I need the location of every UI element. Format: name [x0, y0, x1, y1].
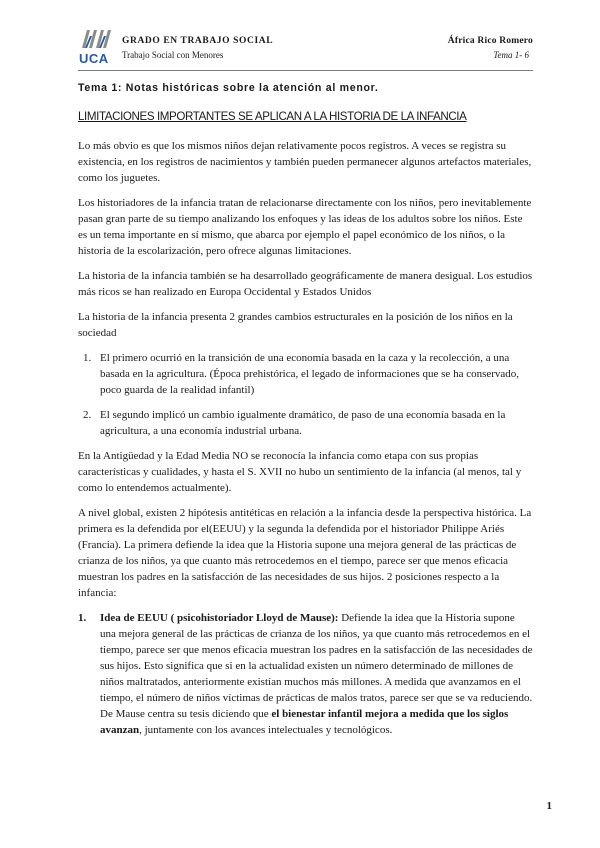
- list-item-text: El primero ocurrió en la transición de una economía basada en la caza y la recolección, a una basada en la agricultura. (Época prehistórica, el legado de informaciones que se ha conservado, poco guarda de la realidad infantil): [100, 352, 520, 396]
- author-name: África Rico Romero: [447, 36, 533, 46]
- degree-title: GRADO EN TRABAJO SOCIAL: [122, 36, 274, 46]
- tema-label: Tema 1- 6: [493, 50, 529, 60]
- list-item-text: El segundo implicó un cambio igualmente dramático, de paso de una economía basada en la agricultura, a una economía industrial urbana.: [100, 409, 506, 437]
- paragraph: Lo más obvio es que los mismos niños dejan relativamente pocos registros. A veces se registra su existencia, en los registros de nacimientos y también pueden permanecer algunos artefactos materiales, como los juguetes.: [78, 140, 532, 184]
- paragraph: A nivel global, existen 2 hipótesis antitéticas en relación a la infancia desde la perspectiva histórica. La primera es la defendida por el(EEUU) y la segunda la defendida por el historiador Philippe Ariés (Francia). La primera defiende la idea que la Historia supone una mejora general de las prácticas de crianza de los niños, ya que cuanto más retrocedemos en el tiempo, parece ser que menos eficacia muestran los padres en la satisfacción de las necesidades de sus hijos. 2 posiciones respecto a la infancia:: [78, 507, 532, 599]
- list-number: 1.: [78, 612, 87, 624]
- paragraph: La historia de la infancia presenta 2 grandes cambios estructurales en la posición de los niños en la sociedad: [78, 311, 513, 339]
- page-header: [78, 26, 533, 70]
- list-number: 2.: [83, 409, 92, 421]
- paragraph: La historia de la infancia también se ha desarrollado geográficamente de manera desigual. Los estudios más ricos se han realizado en Europa Occidental y Estados Unidos: [78, 270, 533, 298]
- positions-list: [78, 610, 533, 738]
- list-number: 1.: [83, 352, 92, 364]
- logo-text: UCA: [79, 51, 109, 66]
- list-item: [78, 610, 533, 738]
- list-item: [78, 350, 533, 398]
- structural-changes-list: [78, 350, 533, 439]
- main-content: [78, 138, 533, 738]
- position-text: Defiende la idea que la Historia supone una mejora general de las prácticas de crianza de los niños, ya que cuanto más retrocedemos en el tiempo, parece ser que menos eficacia muestran los padres en la satisfacción de las necesidades de sus hijos. Esto significa que si en la actualidad existen un número determinado de millones de niños maltratados, anteriormente existían muchos más millones. A medida que avanzamos en el tiempo, el número de niños víctimas de prácticas de malos tratos, parece ser que se va reduciendo. De Mause centra su tesis diciendo que: [100, 612, 533, 720]
- section-title: LIMITACIONES IMPORTANTES SE APLICAN A LA HISTORIA DE LA INFANCIA: [78, 110, 467, 123]
- uca-logo: [78, 26, 114, 66]
- position-emphasis: el bienestar infantil mejora a medida que los siglos avanzan: [100, 708, 509, 736]
- tema-heading: Tema 1: Notas históricas sobre la atención al menor.: [78, 82, 379, 94]
- header-divider: [78, 70, 533, 71]
- page-number: 1: [546, 800, 552, 812]
- position-heading: Idea de EEUU ( psicohistoriador Lloyd de Mause):: [100, 612, 339, 624]
- university-emblem-icon: [78, 26, 114, 52]
- paragraph: Los historiadores de la infancia tratan de relacionarse directamente con los niños, pero inevitablemente pasan gran parte de su tiempo analizando los enfoques y las ideas de los adultos sobre los niños. Este es un tema importante en sí mismo, que abarca por ejemplo el papel económico de los niños, o la historia de la escolarización, pero ofrece algunas limitaciones.: [78, 197, 532, 257]
- position-text-end: , juntamente con los avances intelectuales y tecnológicos.: [139, 724, 393, 736]
- list-item: [78, 407, 533, 439]
- course-subtitle: Trabajo Social con Menores: [122, 50, 224, 60]
- paragraph: En la Antigüedad y la Edad Media NO se reconocía la infancia como etapa con sus propias características y cualidades, y hasta el S. XVII no hubo un sentimiento de la infancia (al menos, tal y como lo entendemos actualmente).: [78, 450, 522, 494]
